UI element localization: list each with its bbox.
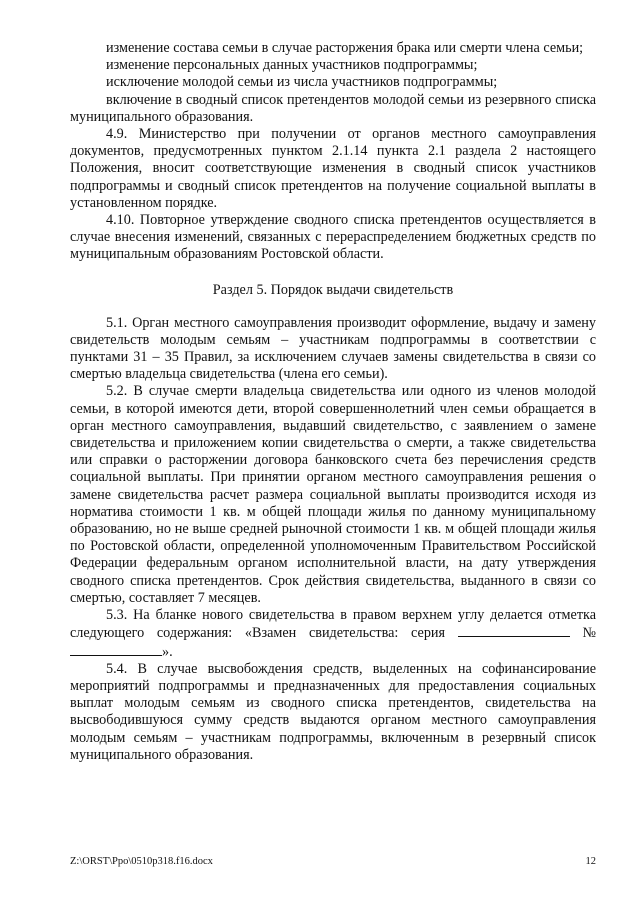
paragraph-5-3-text: 5.3. На бланке нового свидетельства в правом верхнем углу делается отметка следующего содержания: «Взамен свидетельства: серия: [70, 607, 596, 642]
paragraph: изменение персональных данных участников подпрограммы;: [106, 57, 478, 74]
number-blank-line: [70, 643, 162, 656]
page-footer: [70, 856, 596, 867]
paragraph-4-9: 4.9. Министерство при получении от органов местного самоуправления документов, предусмотренных пунктом 2.1.14 пункта 2.1 раздела 2 настоящего Положения, вносит соответствующие изменения в сводный список участников подпрограммы и сводный список претендентов на получение социальной выплаты в установленном порядке.: [70, 126, 596, 211]
paragraph-5-1: 5.1. Орган местного самоуправления производит оформление, выдачу и замену свидетельств молодым семьям – участникам подпрограммы в соответствии с пунктами 31 – 35 Правил, за исключением случаев замены свидетельства в связи со смертью владельца свидетельства (члена его семьи).: [70, 314, 596, 383]
paragraph: изменение состава семьи в случае расторжения брака или смерти члена семьи;: [106, 40, 584, 56]
paragraph: включение в сводный список претендентов молодой семьи из резервного списка муниципального образования.: [70, 91, 596, 125]
series-blank-line: [458, 624, 570, 637]
file-path: Z:\ORST\Ppo\0510p318.f16.docx: [70, 856, 213, 867]
paragraph-5-3-end: ».: [162, 643, 173, 660]
number-sign: №: [569, 625, 596, 642]
paragraph-5-2: 5.2. В случае смерти владельца свидетельства или одного из членов молодой семьи, в которой имеются дети, второй совершеннолетний член семьи обращается в орган местного самоуправления, выдавший свидетельство, с заявлением о замене свидетельства и приложением копии свидетельства о смерти, а также свидетельства или справки о расторжении договора банковского счета без перечисления средств социальной выплаты. При принятии органом местного самоуправления решения о замене свидетельства расчет размера социальной выплаты производится исходя из норматива стоимости 1 кв. м общей площади жилья по данному муниципальному образованию, но не выше средней рыночной стоимости 1 кв. м общей площади жилья по Ростовской области, определенной уполномоченным Правительством Российской Федерации федеральным органом исполнительной власти, на дату утверждения сводного списка претендентов. Срок действия свидетельства, выданного в связи со смертью, составляет 7 месяцев.: [70, 383, 596, 606]
paragraph-4-10: 4.10. Повторное утверждение сводного списка претендентов осуществляется в случае внесения изменений, связанных с перераспределением бюджетных средств по муниципальным образованиям Ростовской области.: [70, 212, 596, 263]
paragraph: исключение молодой семьи из числа участников подпрограммы;: [106, 74, 498, 91]
paragraph-5-3: [70, 607, 596, 661]
page-number: 12: [585, 856, 596, 867]
paragraph-5-4: 5.4. В случае высвобождения средств, выделенных на софинансирование мероприятий подпрограммы и предназначенных для предоставления социальных выплат молодым семьям из сводного списка претендентов, свидетельства на высвободившуюся сумму средств выдаются органом местного самоуправления молодым семьям – участникам подпрограммы, включенным в резервный список муниципального образования.: [70, 660, 596, 763]
document-body: [70, 40, 596, 764]
section-title: Раздел 5. Порядок выдачи свидетельств: [212, 281, 454, 298]
